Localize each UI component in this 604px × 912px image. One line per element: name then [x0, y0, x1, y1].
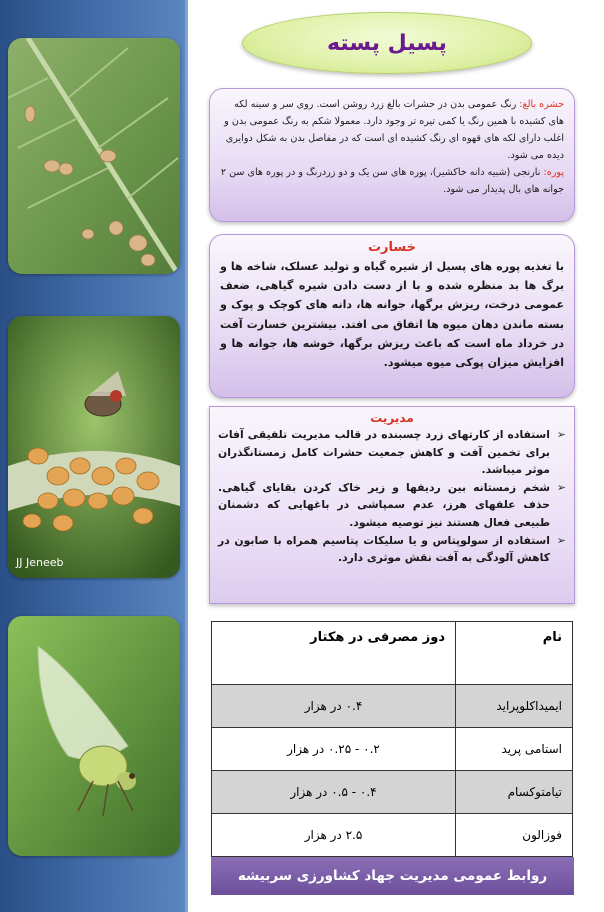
header-dose: دوز مصرفی در هکتار	[212, 622, 456, 685]
table-row	[212, 728, 573, 771]
adult-label: حشره بالغ:	[519, 99, 564, 110]
list-item: ➢ استفاده از سولوپتاس و یا سلیکات پتاسیم همراه با صابون در کاهش آلودگی به آفت نقش موثری دارد.	[218, 533, 566, 565]
pesticide-name: فوزالون	[456, 814, 573, 857]
photo-adult-psyllid	[8, 616, 180, 856]
arrow-bullet-icon: ➢	[556, 480, 566, 494]
nymph-label: پوره:	[543, 167, 564, 178]
dose-value: ۰.۴ - ۰.۵ در هزار	[212, 771, 456, 814]
table-row	[212, 685, 573, 728]
description-box	[209, 88, 575, 222]
page-title: پسیل پسته	[327, 30, 447, 56]
left-sidebar	[0, 0, 188, 912]
arrow-bullet-icon: ➢	[556, 428, 566, 441]
list-item: ➢ استفاده از کارتهای زرد چسبنده در قالب مدیریت تلفیقی آفات برای تخمین آفت و کاهش جمعیت حشرات کامل زمستانگذران موثر میباشد.	[218, 428, 566, 477]
pesticide-name: تیامتوکسام	[456, 771, 573, 814]
arrow-bullet-icon: ➢	[556, 533, 566, 547]
damage-text: با تغذیه پوره های پسیل از شیره گیاه و تولید عسلک، شاخه ها و برگ ها بد منظره شده و با از دست دادن شیره گیاهی، ضعف عمومی درخت، ریزش برگها، جوانه ها، دانه های کوچک و پوک و بسته ماندن دهان میوه ها اتفاق می افتد. بیشترین خسارت آفت در خرداد ماه است که باعث ریزش برگها، خوشه ها، جوانه ها و افزایش میزان پوکی میوه میشود.	[220, 260, 564, 370]
management-heading: مدیریت	[370, 411, 414, 425]
footer-banner	[211, 857, 574, 895]
dose-value: ۰.۴ در هزار	[212, 685, 456, 728]
dose-value: ۰.۲ - ۰.۲۵ در هزار	[212, 728, 456, 771]
table-row	[212, 814, 573, 857]
header-name: نام	[456, 622, 573, 685]
table-header-row	[212, 622, 573, 685]
pesticide-name: استامی پرید	[456, 728, 573, 771]
damage-box	[209, 234, 575, 398]
nymph-text: نارنجی (شبیه دانه خاکشیر)، پوره های سن یک و دو زردرنگ و در پوره های سن ۲ جوانه های بال پدیدار می شود.	[220, 167, 564, 195]
dose-value: ۲.۵ در هزار	[212, 814, 456, 857]
photo-leaf-psyllids	[8, 38, 180, 274]
dosage-table	[211, 621, 573, 857]
pesticide-name: ایمیداکلوپراید	[456, 685, 573, 728]
damage-heading: خسارت	[367, 240, 417, 255]
table-row	[212, 771, 573, 814]
management-box	[209, 406, 575, 604]
title-banner	[242, 12, 532, 74]
photo-adult-on-nymphs	[8, 316, 180, 578]
photo-watermark: JJ Jeneeb	[16, 556, 64, 569]
adult-text: رنگ عمومی بدن در حشرات بالغ زرد روشن است. روی سر و سینه لکه های کشیده با همین رنگ یا کمی تیره تر وجود دارد. معمولا شکم به رنگ عمومی بدن و اغلب دارای لکه های قهوه ای رنگ کشیده ای است که در مفاصل بدن به شکل دوایری دیده می شود.	[224, 99, 564, 161]
management-list	[218, 426, 566, 567]
footer-text: روابط عمومی مدیریت جهاد کشاورزی سربیشه	[237, 868, 548, 884]
list-item: ➢ شخم زمستانه بین ردیفها و زیر خاک کردن بقایای گیاهی. حذف علفهای هرز، عدم سمپاشی در باغهایی که دشمنان طبیعی فعال هستند نیز توصیه میشود.	[218, 480, 566, 529]
